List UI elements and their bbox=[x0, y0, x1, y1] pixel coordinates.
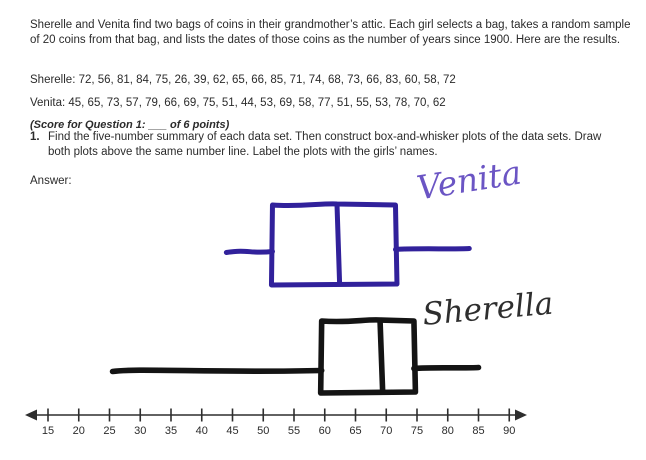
number-line-tick-label: 90 bbox=[503, 425, 516, 437]
number-line-tick-label: 75 bbox=[410, 425, 424, 437]
whisker-right bbox=[395, 249, 469, 250]
number-line-tick-label: 80 bbox=[441, 425, 454, 437]
median-line bbox=[337, 206, 340, 282]
venita-data-line: Venita: 45, 65, 73, 57, 79, 66, 69, 75, 51, 44, 53, 69, 58, 77, 51, 55, 53, 78, 70, 62 bbox=[30, 96, 446, 109]
number-line-tick-label: 15 bbox=[41, 425, 55, 437]
number-line-tick-label: 25 bbox=[103, 425, 116, 437]
whisker-left bbox=[113, 370, 322, 371]
intro-paragraph: Sherelle and Venita find two bags of coins in their grandmother’s attic. Each girl selects a bag, takes a random sample of 20 coins from that bag, and lists the dates of those coins as the number of years since 1900. Here are the results. bbox=[30, 18, 631, 46]
number-line-tick-label: 60 bbox=[318, 425, 331, 437]
sherelle-plot-label: Sherella bbox=[421, 285, 555, 333]
median-line bbox=[380, 322, 383, 390]
number-line-tick-label: 20 bbox=[72, 425, 85, 437]
number-line-tick-label: 85 bbox=[472, 425, 485, 437]
score-line: (Score for Question 1: ___ of 6 points) bbox=[30, 119, 230, 131]
sherelle-data-line: Sherelle: 72, 56, 81, 84, 75, 26, 39, 62, 65, 66, 85, 71, 74, 68, 73, 66, 83, 60, 58, 72 bbox=[30, 73, 456, 86]
number-line-tick-label: 50 bbox=[257, 425, 270, 437]
box bbox=[321, 320, 416, 393]
question-text: Find the five-number summary of each data set. Then construct box-and-whisker plots of the data sets. Draw both plots above the same number line. Label the plots with the girls’ names. bbox=[48, 131, 602, 158]
number-line-tick-label: 55 bbox=[287, 425, 301, 437]
whisker-right bbox=[414, 368, 479, 369]
answer-label: Answer: bbox=[30, 174, 72, 187]
number-line-tick-label: 45 bbox=[226, 425, 239, 437]
number-line-tick-label: 70 bbox=[380, 425, 393, 437]
number-line-left-arrow-icon bbox=[25, 410, 37, 421]
venita-box-plot bbox=[226, 204, 469, 285]
number-line-right-arrow-icon bbox=[515, 410, 527, 421]
question-number: 1. bbox=[30, 131, 40, 143]
number-line-tick-label: 65 bbox=[349, 425, 362, 437]
box bbox=[271, 204, 397, 285]
number-line-tick-label: 30 bbox=[134, 425, 147, 437]
venita-plot-label: Venita bbox=[414, 152, 524, 208]
number-line-tick-label: 35 bbox=[164, 425, 178, 437]
number-line-tick-label: 40 bbox=[195, 425, 208, 437]
whisker-left bbox=[226, 251, 272, 252]
